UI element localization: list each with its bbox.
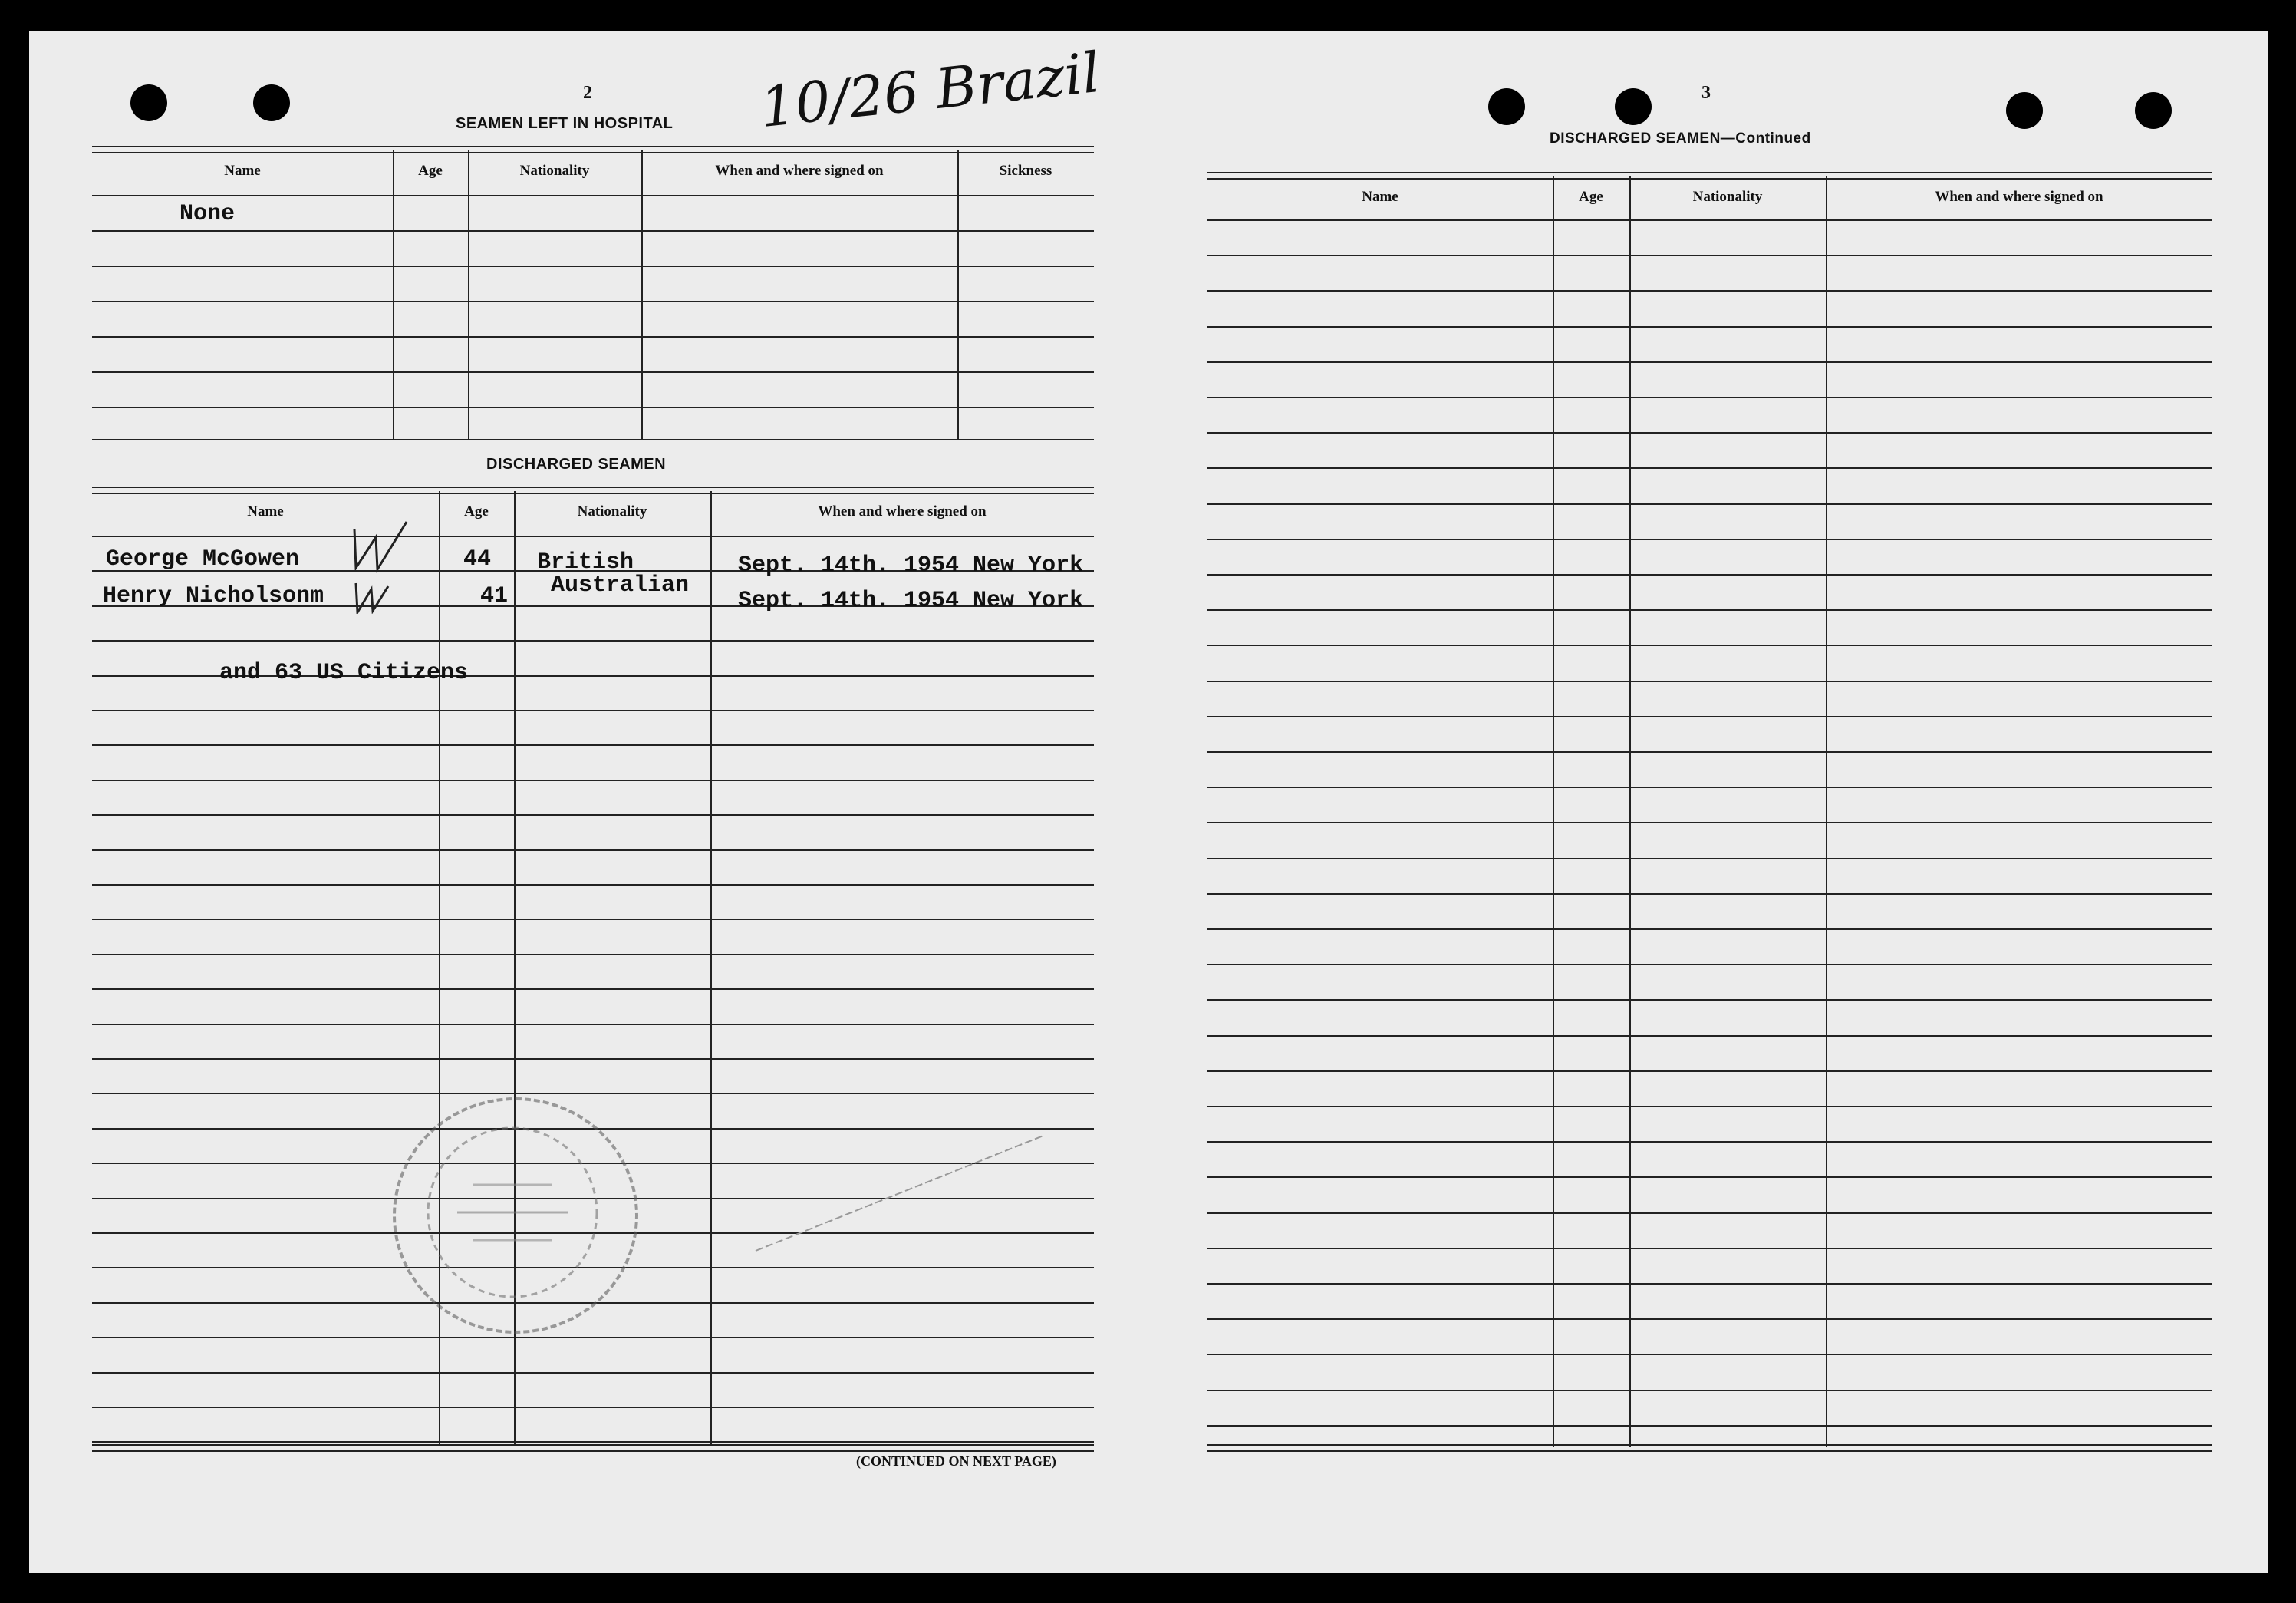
seaman-nationality: British: [537, 549, 634, 576]
table-row-line: [92, 195, 1094, 196]
table-row-line: [1207, 326, 2212, 328]
table-row-line: [92, 407, 1094, 408]
col-divider: [710, 491, 712, 1444]
col-header-name: Name: [247, 503, 284, 519]
table-row-line: [1207, 1425, 2212, 1427]
table-row-line: [1207, 893, 2212, 895]
col-header-nationality: Nationality: [519, 163, 590, 179]
col-divider: [957, 150, 959, 440]
table-row-line: [92, 954, 1094, 955]
table-row-line: [1207, 1390, 2212, 1391]
col-header-signed-on: When and where signed on: [715, 163, 884, 179]
discharged-continued-title: DISCHARGED SEAMEN—Continued: [1550, 130, 1811, 147]
discharged-section-title: DISCHARGED SEAMEN: [486, 456, 667, 473]
col-divider: [1629, 176, 1631, 1447]
table-row-line: [1207, 503, 2212, 505]
table-row-line: [92, 371, 1094, 373]
table-row-line: [1207, 432, 2212, 434]
hospital-entry: None: [180, 201, 236, 227]
table-row-line: [1207, 1035, 2212, 1037]
table-row-line: [92, 849, 1094, 851]
table-row-line: [1207, 1248, 2212, 1249]
punch-hole: [130, 84, 167, 121]
seaman-name: Henry Nicholsonm: [103, 583, 324, 609]
punch-hole: [1488, 88, 1525, 125]
table-row-line: [1207, 1283, 2212, 1285]
page-number-left: 2: [583, 83, 592, 103]
table-row-line: [1207, 858, 2212, 859]
faint-pen-stroke: [752, 1128, 1051, 1258]
table-row-line: [1207, 290, 2212, 292]
table-row-line: [1207, 822, 2212, 823]
col-header-nationality: Nationality: [577, 503, 647, 519]
seaman-name: George McGowen: [106, 546, 300, 572]
table-row-line: [1207, 964, 2212, 965]
table-row-line: [92, 710, 1094, 711]
rule: [92, 1444, 1094, 1452]
col-divider: [641, 150, 643, 440]
table-row-line: [92, 1337, 1094, 1338]
col-divider: [1826, 176, 1827, 1447]
table-row-line: [1207, 397, 2212, 398]
table-row-line: [1207, 681, 2212, 682]
document-sheet: [29, 31, 2268, 1573]
table-row-line: [92, 640, 1094, 642]
col-header-signed-on: When and where signed on: [818, 503, 987, 519]
table-row-line: [92, 266, 1094, 267]
rule: [92, 146, 1094, 153]
punch-hole: [1615, 88, 1652, 125]
hospital-section-title: SEAMEN LEFT IN HOSPITAL: [456, 115, 674, 132]
table-row-line: [1207, 574, 2212, 576]
col-header-signed-on: When and where signed on: [1935, 189, 2103, 205]
seaman-signed-on: Sept. 14th. 1954 New York: [738, 588, 1084, 614]
page-number-right: 3: [1701, 83, 1711, 103]
table-row-line: [1207, 751, 2212, 753]
punch-hole: [2135, 92, 2172, 129]
table-row-line: [1207, 1318, 2212, 1320]
table-row-line: [1207, 1212, 2212, 1214]
col-header-name: Name: [1362, 189, 1398, 205]
table-row-line: [92, 301, 1094, 302]
table-row-line: [1207, 787, 2212, 788]
table-row-line: [1207, 539, 2212, 540]
table-row-line: [1207, 1141, 2212, 1143]
seaman-age: 44: [463, 546, 492, 572]
rule: [92, 487, 1094, 494]
col-header-age: Age: [418, 163, 443, 179]
table-row-line: [92, 780, 1094, 781]
col-header-age: Age: [464, 503, 489, 519]
table-row-line: [92, 1407, 1094, 1408]
table-row-line: [92, 919, 1094, 920]
rule: [1207, 1444, 2212, 1452]
table-row-line: [1207, 361, 2212, 363]
table-row-line: [1207, 219, 2212, 221]
table-row-line: [1207, 645, 2212, 646]
table-row-line: [1207, 999, 2212, 1001]
table-row-line: [92, 1372, 1094, 1374]
official-stamp: [393, 1097, 638, 1334]
table-row-line: [92, 814, 1094, 816]
table-row-line: [1207, 1354, 2212, 1355]
col-header-age: Age: [1579, 189, 1603, 205]
table-row-line: [92, 536, 1094, 537]
table-row-line: [1207, 467, 2212, 469]
table-row-line: [1207, 255, 2212, 256]
table-row-line: [1207, 928, 2212, 930]
table-row-line: [1207, 1176, 2212, 1178]
col-header-name: Name: [224, 163, 261, 179]
punch-hole: [2006, 92, 2043, 129]
check-mark-icon: [345, 506, 414, 614]
table-row-line: [92, 1058, 1094, 1060]
table-row-line: [92, 988, 1094, 990]
table-row-line: [1207, 716, 2212, 717]
seaman-age: 41: [480, 583, 509, 609]
table-row-line: [92, 230, 1094, 232]
table-row-line: [92, 1024, 1094, 1025]
table-row-line: [92, 1441, 1094, 1443]
table-row-line: [1207, 1106, 2212, 1107]
continued-footer: (CONTINUED ON NEXT PAGE): [856, 1453, 1056, 1469]
handwritten-note: 10/26 Brazil: [756, 39, 1103, 140]
stamp-mark-icon: [396, 1100, 629, 1324]
col-header-nationality: Nationality: [1692, 189, 1763, 205]
rule: [1207, 172, 2212, 180]
table-row-line: [92, 439, 1094, 440]
table-row-line: [92, 744, 1094, 746]
citizens-note: and 63 US Citizens: [219, 660, 469, 686]
table-row-line: [92, 1093, 1094, 1094]
col-divider: [1553, 176, 1554, 1447]
table-row-line: [92, 884, 1094, 886]
col-divider: [468, 150, 469, 440]
table-row-line: [1207, 609, 2212, 611]
seaman-nationality: Australian: [551, 572, 690, 599]
table-row-line: [92, 336, 1094, 338]
seaman-signed-on: Sept. 14th. 1954 New York: [738, 552, 1084, 579]
punch-hole: [253, 84, 290, 121]
table-row-line: [1207, 1070, 2212, 1072]
col-header-sickness: Sickness: [999, 163, 1052, 179]
col-divider: [393, 150, 394, 440]
